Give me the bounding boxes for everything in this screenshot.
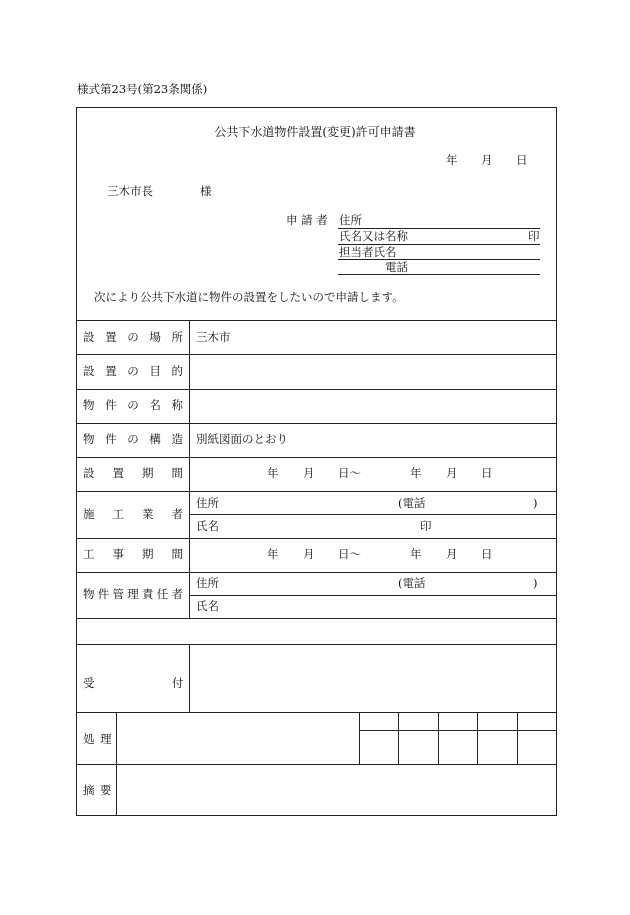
label-char: 事 xyxy=(112,547,124,561)
contractor-seal-mark: 印 xyxy=(420,519,432,533)
label-char: 名 xyxy=(149,398,161,412)
label-char: 業 xyxy=(142,507,154,521)
label-char: 施 xyxy=(83,507,95,521)
divider xyxy=(76,644,557,645)
label-char: 設 xyxy=(83,330,95,344)
purpose-label xyxy=(83,366,183,378)
label-char: 者 xyxy=(171,507,183,521)
label-char: 置 xyxy=(105,364,117,378)
label-char: 置 xyxy=(105,330,117,344)
install-start-month: 月 xyxy=(303,466,315,480)
addressee-name: 三木市長 xyxy=(107,184,153,198)
label-char: 期 xyxy=(142,466,154,480)
processing-grid-line xyxy=(477,712,478,764)
work-end-year: 年 xyxy=(410,547,422,561)
structure-label xyxy=(83,434,183,446)
applicant-name-label: 氏名又は名称 xyxy=(339,229,408,243)
work-end-month: 月 xyxy=(446,547,458,561)
label-char: 件 xyxy=(97,587,110,601)
divider xyxy=(76,618,557,619)
date-day-label: 日 xyxy=(516,153,528,167)
divider xyxy=(76,389,557,390)
label-char: 場 xyxy=(149,330,161,344)
manager-name-label: 氏名 xyxy=(196,599,219,613)
location-value: 三木市 xyxy=(196,330,231,344)
label-char: 管 xyxy=(112,587,124,601)
label-char: 工 xyxy=(83,547,95,561)
work-start-day: 日～ xyxy=(338,547,361,561)
install-start-day: 日～ xyxy=(338,466,361,480)
label-char: 目 xyxy=(149,364,161,378)
label-char: 物 xyxy=(83,432,95,446)
summary-label-1: 摘 xyxy=(83,783,95,797)
application-statement: 次により公共下水道に物件の設置をしたいので申請します。 xyxy=(94,290,404,304)
contractor-label xyxy=(83,509,183,521)
install-start-year: 年 xyxy=(267,466,279,480)
install-end-day: 日 xyxy=(481,466,493,480)
date-year-label: 年 xyxy=(446,153,458,167)
work-period-label xyxy=(83,549,183,561)
label-char: 造 xyxy=(171,432,183,446)
processing-label-divider xyxy=(116,712,117,816)
label-char: 称 xyxy=(171,398,183,412)
divider xyxy=(76,491,557,492)
divider xyxy=(76,538,557,539)
label-char: の xyxy=(127,398,139,412)
divider xyxy=(76,423,557,424)
label-char: 構 xyxy=(149,432,161,446)
manager-phone-close: ) xyxy=(533,576,538,590)
summary-label-2: 要 xyxy=(100,783,112,797)
label-char: 的 xyxy=(171,364,183,378)
label-char: 件 xyxy=(105,432,117,446)
applicant-address-label: 住所 xyxy=(339,213,362,227)
divider xyxy=(76,572,557,573)
work-start-year: 年 xyxy=(267,547,279,561)
applicant-label: 申 請 者 xyxy=(286,213,328,227)
divider xyxy=(76,764,557,765)
contractor-address-label: 住所 xyxy=(196,496,219,510)
processing-grid-line xyxy=(517,712,518,764)
divider xyxy=(76,320,557,321)
applicant-phone-line xyxy=(338,274,540,275)
label-char: 設 xyxy=(83,364,95,378)
label-char: 件 xyxy=(105,398,117,412)
applicant-phone-label: 電話 xyxy=(385,260,408,274)
label-char: 物 xyxy=(83,587,95,601)
work-start-month: 月 xyxy=(303,547,315,561)
label-char: 間 xyxy=(171,466,183,480)
applicant-contact-line xyxy=(338,259,540,260)
install-period-label xyxy=(83,468,183,480)
processing-grid-line xyxy=(359,712,360,764)
label-char: 設 xyxy=(83,466,95,480)
label-char: 所 xyxy=(171,330,183,344)
applicant-seal-mark: 印 xyxy=(528,229,540,243)
contractor-name-label: 氏名 xyxy=(196,519,219,533)
contractor-phone-close: ) xyxy=(533,496,538,510)
divider xyxy=(189,514,557,515)
addressee-honorific: 様 xyxy=(200,184,212,198)
label-char: の xyxy=(127,432,139,446)
install-end-month: 月 xyxy=(446,466,458,480)
divider xyxy=(76,457,557,458)
structure-value: 別紙図面のとおり xyxy=(196,432,288,446)
manager-phone-open: (電話 xyxy=(398,576,426,590)
label-char: 期 xyxy=(142,547,154,561)
label-char: 任 xyxy=(156,587,169,601)
manager-label xyxy=(83,589,183,601)
reception-label-1: 受 xyxy=(83,676,95,690)
label-char: 置 xyxy=(112,466,124,480)
manager-address-label: 住所 xyxy=(196,576,219,590)
processing-grid-line xyxy=(398,712,399,764)
contractor-phone-open: (電話 xyxy=(398,496,426,510)
install-end-year: 年 xyxy=(410,466,422,480)
divider xyxy=(76,354,557,355)
form-title: 公共下水道物件設置(変更)許可申請書 xyxy=(214,125,416,139)
divider xyxy=(76,712,557,713)
processing-grid-line xyxy=(438,712,439,764)
label-char: 物 xyxy=(83,398,95,412)
form-number: 様式第23号(第23条関係) xyxy=(77,82,208,96)
label-char: 責 xyxy=(142,587,154,601)
label-char: 理 xyxy=(127,587,139,601)
reception-label-2: 付 xyxy=(172,676,184,690)
processing-label-2: 理 xyxy=(100,732,112,746)
location-label xyxy=(83,332,183,344)
date-month-label: 月 xyxy=(481,153,493,167)
reception-divider xyxy=(189,644,190,712)
label-char: の xyxy=(127,364,139,378)
object-name-label xyxy=(83,400,183,412)
processing-grid-line xyxy=(359,730,557,731)
work-end-day: 日 xyxy=(481,547,493,561)
label-char: 工 xyxy=(112,507,124,521)
label-column-divider xyxy=(189,320,190,618)
label-char: 間 xyxy=(171,547,183,561)
label-char: の xyxy=(127,330,139,344)
applicant-contact-label: 担当者氏名 xyxy=(339,245,397,259)
divider xyxy=(189,595,557,596)
processing-label-1: 処 xyxy=(83,732,95,746)
label-char: 者 xyxy=(171,587,183,601)
